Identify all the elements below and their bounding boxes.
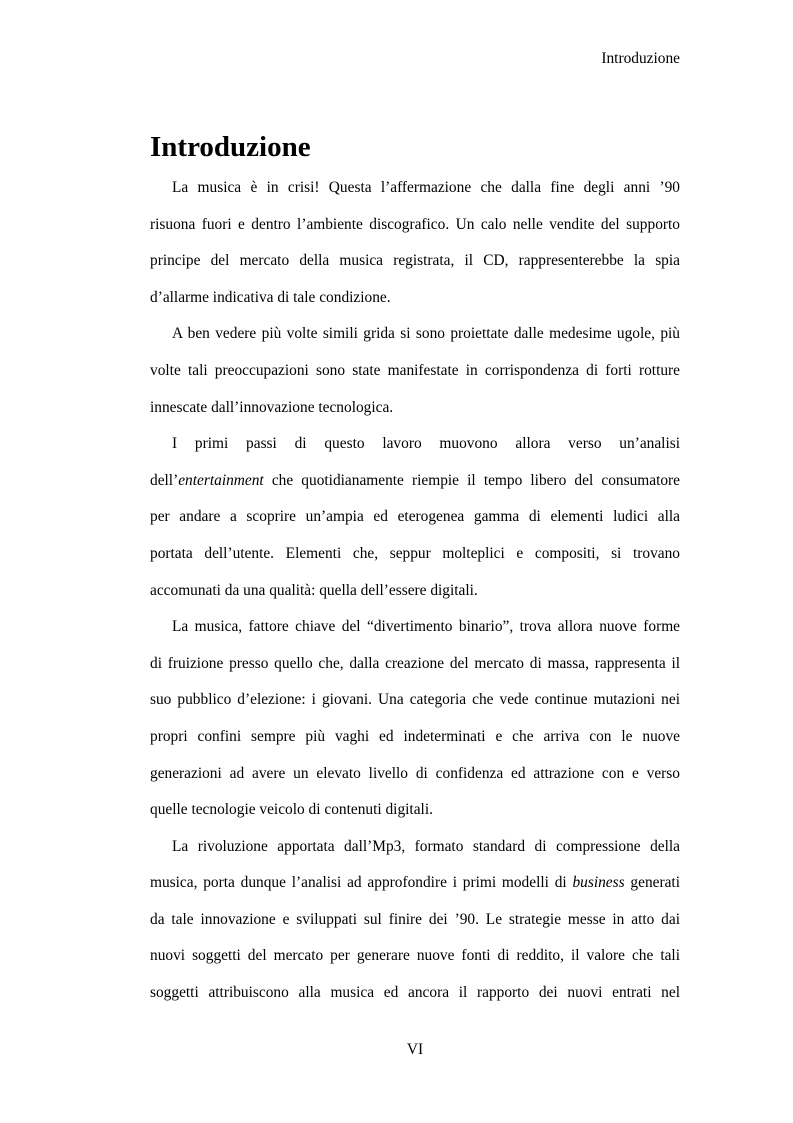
text-segment: propri confini sempre più vaghi ed indeterminati e che arriva con le nuove	[150, 727, 680, 745]
text-line	[150, 573, 680, 610]
text-segment: musica, porta dunque l’analisi ad approfondire i primi modelli di	[150, 874, 573, 892]
text-segment: quelle tecnologie veicolo di contenuti digitali.	[150, 801, 433, 819]
text-line	[150, 207, 680, 244]
italic-text: entertainment	[178, 471, 264, 489]
text-segment: di fruizione presso quello che, dalla creazione del mercato di massa, rappresenta il	[150, 654, 680, 672]
text-segment: volte tali preoccupazioni sono state manifestate in corrispondenza di forti rotture	[150, 361, 680, 379]
text-segment: principe del mercato della musica registrata, il CD, rappresenterebbe la spia	[150, 252, 680, 270]
text-segment: A ben vedere più volte simili grida si sono proiettate dalle medesime ugole, più	[172, 325, 680, 343]
text-line	[150, 829, 680, 866]
text-segment: dell’	[150, 471, 179, 489]
text-segment: risuona fuori e dentro l’ambiente discografico. Un calo nelle vendite del supporto	[150, 215, 680, 233]
text-line	[150, 682, 680, 719]
text-segment: La rivoluzione apportata dall’Mp3, formato standard di compressione della	[172, 837, 680, 855]
text-segment: d’allarme indicativa di tale condizione.	[150, 288, 391, 306]
running-header	[150, 49, 680, 69]
text-line	[150, 170, 680, 207]
paragraph	[150, 426, 680, 609]
text-line	[150, 463, 680, 500]
text-segment: La musica, fattore chiave del “divertimento binario”, trova allora nuove forme	[172, 618, 680, 636]
text-line	[150, 865, 680, 902]
text-segment: nuovi soggetti del mercato per generare nuove fonti di reddito, il valore che tali	[150, 947, 680, 965]
text-segment: generazioni ad avere un elevato livello di confidenza ed attrazione con e verso	[150, 764, 680, 782]
text-segment: che quotidianamente riempie il tempo libero del consumatore	[263, 471, 680, 489]
text-line	[150, 792, 680, 829]
running-header-text: Introduzione	[601, 50, 680, 67]
text-line	[150, 719, 680, 756]
text-segment: suo pubblico d’elezione: i giovani. Una categoria che vede continue mutazioni nei	[150, 691, 680, 709]
text-segment: da tale innovazione e sviluppati sul finire dei ’90. Le strategie messe in atto dai	[150, 910, 680, 928]
text-segment: I primi passi di questo lavoro muovono allora verso un’analisi	[172, 435, 680, 453]
page-number: VI	[406, 1041, 424, 1058]
text-line	[150, 280, 680, 317]
page-footer	[150, 1040, 680, 1060]
body-text	[150, 170, 680, 1012]
text-segment: soggetti attribuiscono alla musica ed ancora il rapporto dei nuovi entrati nel	[150, 984, 680, 1002]
page-title: Introduzione	[150, 131, 311, 163]
text-line	[150, 536, 680, 573]
text-line	[150, 609, 680, 646]
text-line	[150, 353, 680, 390]
text-line	[150, 756, 680, 793]
text-segment: generati	[624, 874, 680, 892]
text-line	[150, 646, 680, 683]
italic-text: business	[572, 874, 625, 892]
text-line	[150, 390, 680, 427]
text-line	[150, 426, 680, 463]
text-segment: per andare a scoprire un’ampia ed eterogenea gamma di elementi ludici alla	[150, 508, 680, 526]
text-segment: La musica è in crisi! Questa l’affermazione che dalla fine degli anni ’90	[172, 179, 680, 196]
paragraph	[150, 829, 680, 1012]
paragraph	[150, 170, 680, 316]
text-segment: accomunati da una qualità: quella dell’essere digitali.	[150, 581, 478, 599]
text-line	[150, 499, 680, 536]
paragraph	[150, 316, 680, 426]
text-line	[150, 243, 680, 280]
text-segment: innescate dall’innovazione tecnologica.	[150, 398, 394, 416]
text-line	[150, 902, 680, 939]
paragraph	[150, 609, 680, 829]
text-segment: portata dell’utente. Elementi che, seppur molteplici e compositi, si trovano	[150, 544, 680, 562]
text-line	[150, 316, 680, 353]
text-line	[150, 975, 680, 1012]
text-line	[150, 938, 680, 975]
